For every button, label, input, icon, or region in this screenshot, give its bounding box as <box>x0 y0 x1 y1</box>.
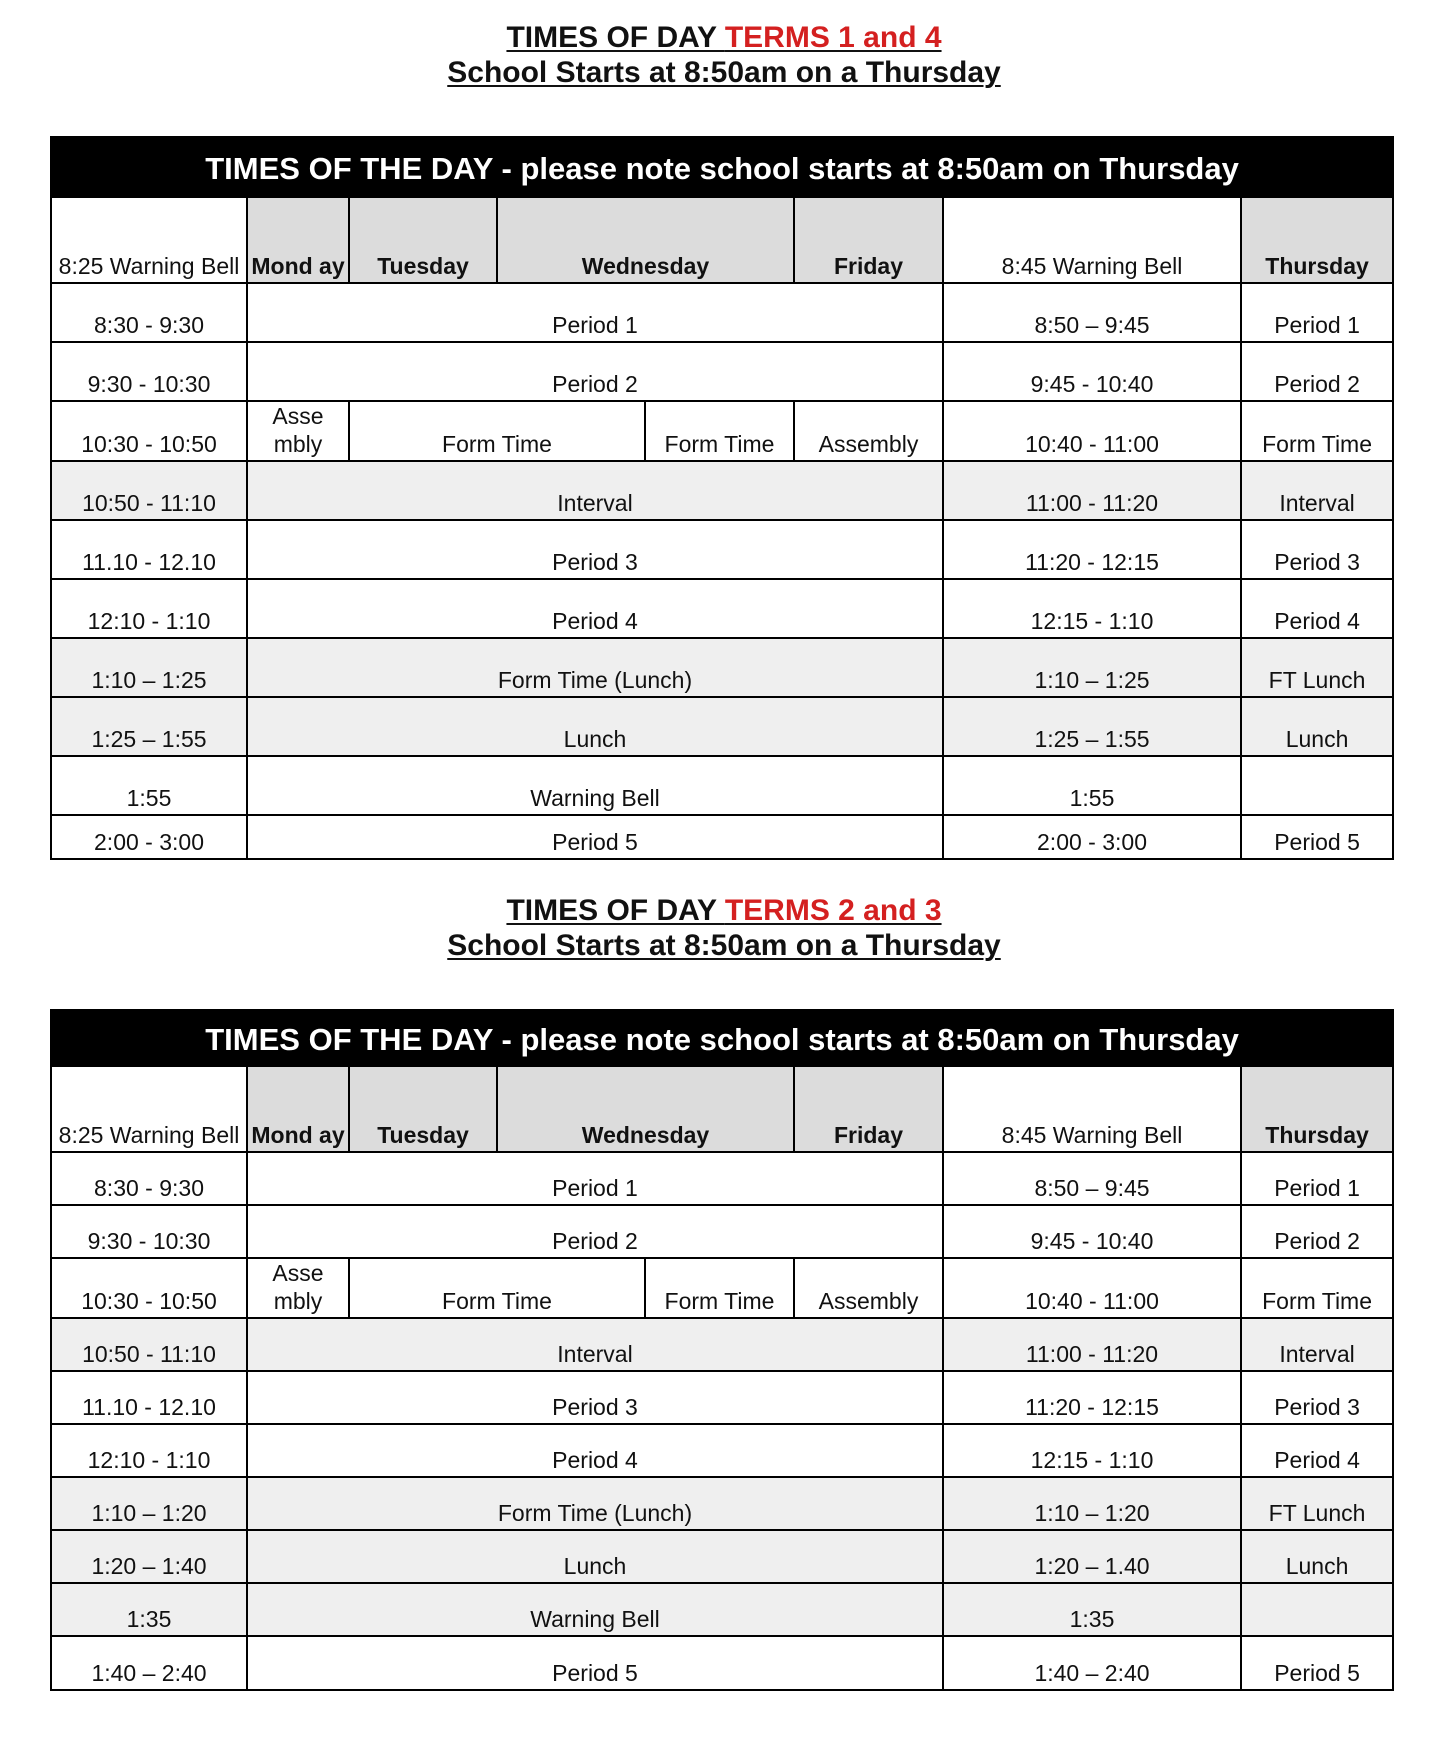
thursday-time-cell: 1:10 – 1:20 <box>943 1477 1241 1530</box>
table-row <box>51 579 1393 638</box>
table-row <box>51 1371 1393 1424</box>
table-row <box>51 1205 1393 1258</box>
thursday-activity-cell: Period 5 <box>1241 815 1393 859</box>
thursday-time-cell: 1:20 – 1.40 <box>943 1530 1241 1583</box>
activity-cell: Period 4 <box>247 1424 943 1477</box>
table-row <box>51 1258 1393 1318</box>
header-row <box>51 197 1393 283</box>
thursday-activity-cell: Period 5 <box>1241 1636 1393 1690</box>
thursday-activity-cell: Form Time <box>1241 401 1393 461</box>
table-row <box>51 520 1393 579</box>
thursday-activity-cell: Lunch <box>1241 1530 1393 1583</box>
thursday-time-cell: 12:15 - 1:10 <box>943 579 1241 638</box>
table-row <box>51 1636 1393 1690</box>
table-row <box>51 697 1393 756</box>
time-cell: 10:50 - 11:10 <box>51 461 247 520</box>
time-cell: 8:30 - 9:30 <box>51 1152 247 1205</box>
monday-header: Mond ay <box>247 197 349 283</box>
activity-cell: Period 4 <box>247 579 943 638</box>
timetable-terms-1-4 <box>50 136 1394 860</box>
monday-header: Mond ay <box>247 1066 349 1152</box>
activity-cell: Lunch <box>247 697 943 756</box>
section-1-heading <box>0 20 1448 90</box>
thursday-time-cell: 11:00 - 11:20 <box>943 1318 1241 1371</box>
header-row <box>51 1066 1393 1152</box>
heading-prefix: TIMES OF DAY <box>506 894 725 927</box>
thursday-time-cell: 10:40 - 11:00 <box>943 1258 1241 1318</box>
activity-cell: Warning Bell <box>247 1583 943 1636</box>
table-row <box>51 461 1393 520</box>
time-cell: 9:30 - 10:30 <box>51 342 247 401</box>
banner: TIMES OF THE DAY - please note school starts at 8:50am on Thursday <box>51 1010 1393 1066</box>
section-2-heading <box>0 893 1448 963</box>
time-cell: 1:40 – 2:40 <box>51 1636 247 1690</box>
thursday-activity-cell: Period 2 <box>1241 342 1393 401</box>
time-cell: 11.10 - 12.10 <box>51 520 247 579</box>
thursday-time-cell: 8:50 – 9:45 <box>943 283 1241 342</box>
table-row <box>51 1318 1393 1371</box>
time-cell: 1:55 <box>51 756 247 815</box>
activity-cell: Period 2 <box>247 1205 943 1258</box>
thursday-activity-cell <box>1241 756 1393 815</box>
table-row <box>51 756 1393 815</box>
thursday-time-cell: 10:40 - 11:00 <box>943 401 1241 461</box>
table-row <box>51 1152 1393 1205</box>
friday-cell: Assembly <box>794 1258 943 1318</box>
thursday-time-cell: 9:45 - 10:40 <box>943 1205 1241 1258</box>
table-row <box>51 815 1393 859</box>
form-time-cell: Form Time <box>349 1258 645 1318</box>
tuesday-header: Tuesday <box>349 1066 497 1152</box>
time-cell: 1:35 <box>51 1583 247 1636</box>
thursday-time-cell: 1:25 – 1:55 <box>943 697 1241 756</box>
heading-terms: TERMS 1 and 4 <box>724 21 942 54</box>
wednesday-form-time-cell: Form Time <box>645 1258 794 1318</box>
table-row <box>51 1583 1393 1636</box>
thursday-activity-cell: Lunch <box>1241 697 1393 756</box>
friday-header: Friday <box>794 197 943 283</box>
table-row <box>51 1424 1393 1477</box>
activity-cell: Period 5 <box>247 815 943 859</box>
thursday-activity-cell: Period 4 <box>1241 1424 1393 1477</box>
activity-cell: Period 2 <box>247 342 943 401</box>
banner: TIMES OF THE DAY - please note school starts at 8:50am on Thursday <box>51 137 1393 197</box>
monday-cell: Asse mbly <box>247 401 349 461</box>
activity-cell: Form Time (Lunch) <box>247 1477 943 1530</box>
subheading: School Starts at 8:50am on a Thursday <box>447 56 1001 89</box>
time-cell: 10:30 - 10:50 <box>51 401 247 461</box>
thursday-time-cell: 1:40 – 2:40 <box>943 1636 1241 1690</box>
thursday-time-cell: 2:00 - 3:00 <box>943 815 1241 859</box>
time-cell: 12:10 - 1:10 <box>51 1424 247 1477</box>
thursday-activity-cell: Period 1 <box>1241 283 1393 342</box>
thursday-header: Thursday <box>1241 1066 1393 1152</box>
activity-cell: Period 1 <box>247 1152 943 1205</box>
table-row <box>51 283 1393 342</box>
activity-cell: Period 3 <box>247 1371 943 1424</box>
time-cell: 11.10 - 12.10 <box>51 1371 247 1424</box>
monday-cell: Asse mbly <box>247 1258 349 1318</box>
wednesday-header: Wednesday <box>497 197 794 283</box>
time-cell: 9:30 - 10:30 <box>51 1205 247 1258</box>
time-cell: 12:10 - 1:10 <box>51 579 247 638</box>
thursday-activity-cell: Period 4 <box>1241 579 1393 638</box>
thursday-time-cell: 9:45 - 10:40 <box>943 342 1241 401</box>
table-row <box>51 401 1393 461</box>
thursday-time-cell: 8:50 – 9:45 <box>943 1152 1241 1205</box>
time-cell: 2:00 - 3:00 <box>51 815 247 859</box>
time-cell: 1:25 – 1:55 <box>51 697 247 756</box>
activity-cell: Interval <box>247 461 943 520</box>
table-row <box>51 1477 1393 1530</box>
thursday-activity-cell: Period 1 <box>1241 1152 1393 1205</box>
thursday-time-cell: 1:10 – 1:25 <box>943 638 1241 697</box>
heading-terms: TERMS 2 and 3 <box>724 894 942 927</box>
thursday-activity-cell: FT Lunch <box>1241 1477 1393 1530</box>
thursday-activity-cell <box>1241 1583 1393 1636</box>
thursday-time-cell: 1:55 <box>943 756 1241 815</box>
time-cell: 8:30 - 9:30 <box>51 283 247 342</box>
thursday-activity-cell: Period 3 <box>1241 520 1393 579</box>
thursday-activity-cell: Interval <box>1241 461 1393 520</box>
table-row <box>51 342 1393 401</box>
warning-bell-header: 8:25 Warning Bell <box>51 1066 247 1152</box>
subheading: School Starts at 8:50am on a Thursday <box>447 929 1001 962</box>
thursday-time-cell: 11:20 - 12:15 <box>943 1371 1241 1424</box>
time-cell: 1:20 – 1:40 <box>51 1530 247 1583</box>
thursday-time-cell: 11:20 - 12:15 <box>943 520 1241 579</box>
table-row <box>51 638 1393 697</box>
tuesday-header: Tuesday <box>349 197 497 283</box>
time-cell: 10:30 - 10:50 <box>51 1258 247 1318</box>
time-cell: 1:10 – 1:25 <box>51 638 247 697</box>
friday-header: Friday <box>794 1066 943 1152</box>
thursday-activity-cell: FT Lunch <box>1241 638 1393 697</box>
activity-cell: Period 3 <box>247 520 943 579</box>
thursday-activity-cell: Form Time <box>1241 1258 1393 1318</box>
thursday-time-cell: 1:35 <box>943 1583 1241 1636</box>
wednesday-form-time-cell: Form Time <box>645 401 794 461</box>
thursday-time-cell: 12:15 - 1:10 <box>943 1424 1241 1477</box>
thursday-activity-cell: Interval <box>1241 1318 1393 1371</box>
activity-cell: Warning Bell <box>247 756 943 815</box>
thursday-activity-cell: Period 3 <box>1241 1371 1393 1424</box>
thursday-warning-header: 8:45 Warning Bell <box>943 197 1241 283</box>
time-cell: 1:10 – 1:20 <box>51 1477 247 1530</box>
activity-cell: Period 5 <box>247 1636 943 1690</box>
timetable-terms-2-3 <box>50 1009 1394 1691</box>
form-time-cell: Form Time <box>349 401 645 461</box>
thursday-time-cell: 11:00 - 11:20 <box>943 461 1241 520</box>
activity-cell: Period 1 <box>247 283 943 342</box>
friday-cell: Assembly <box>794 401 943 461</box>
thursday-header: Thursday <box>1241 197 1393 283</box>
activity-cell: Form Time (Lunch) <box>247 638 943 697</box>
warning-bell-header: 8:25 Warning Bell <box>51 197 247 283</box>
heading-prefix: TIMES OF DAY <box>506 21 725 54</box>
wednesday-header: Wednesday <box>497 1066 794 1152</box>
time-cell: 10:50 - 11:10 <box>51 1318 247 1371</box>
activity-cell: Interval <box>247 1318 943 1371</box>
activity-cell: Lunch <box>247 1530 943 1583</box>
thursday-warning-header: 8:45 Warning Bell <box>943 1066 1241 1152</box>
thursday-activity-cell: Period 2 <box>1241 1205 1393 1258</box>
table-row <box>51 1530 1393 1583</box>
